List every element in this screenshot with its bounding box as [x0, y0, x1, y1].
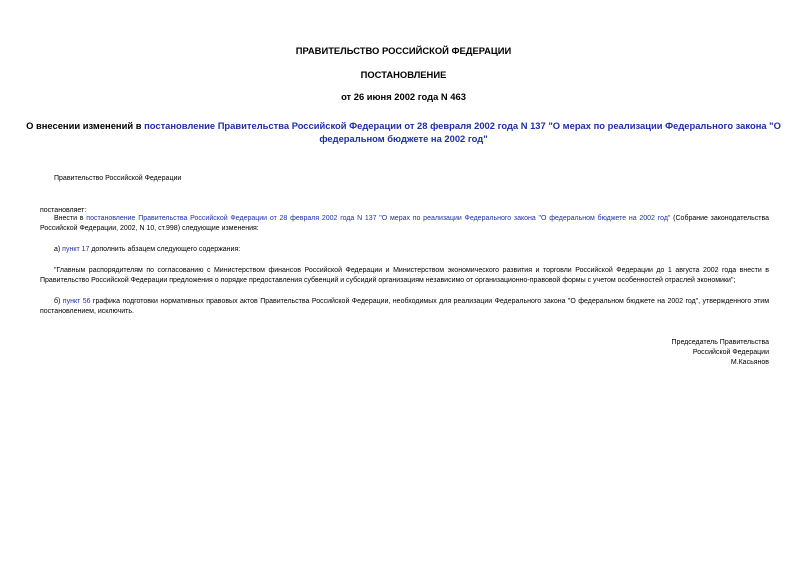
title-link[interactable]: постановление Правительства Российской Федерации от 28 февраля 2002 года N 137 "О мерах по реализации Федерального закона "О федеральном бюджете на 2002 год"	[144, 120, 781, 144]
title-prefix: О внесении изменений в	[26, 120, 145, 131]
signature-block	[672, 338, 769, 368]
pa-prefix: а)	[54, 246, 63, 253]
government-heading: ПРАВИТЕЛЬСТВО РОССИЙСКОЙ ФЕДЕРАЦИИ	[295, 45, 512, 56]
pa-suffix: дополнить абзацем следующего содержания:	[89, 246, 241, 253]
resolves-line: постановляет:	[40, 207, 87, 214]
paragraph-b	[40, 297, 769, 317]
document-title	[0, 120, 807, 145]
p1-prefix: Внести в	[54, 215, 87, 222]
pa-link[interactable]: пункт 17	[62, 246, 90, 253]
pb-suffix: графика подготовки нормативных правовых актов Правительства Российской Федерации, необходимых для реализации Федерального закона "О федеральном бюджете на 2002 год", утвержденного этим постановлением, исключить.	[40, 298, 770, 315]
p1-link[interactable]: постановление Правительства Российской Федерации от 28 февраля 2002 года N 137 "О мерах по реализации Федерального закона "О федеральном бюджете на 2002 год"	[86, 215, 671, 222]
signature-position: Председатель Правительства	[671, 339, 769, 346]
paragraph-quote: "Главным распорядителям по согласованию с Министерством финансов Российской Федерации и Министерством экономического развития и торговли Российской Федерации до 1 августа 2002 года внести в Правительство Российской Федерации предложения о порядке предоставления субвенций и субсидий организациям независимо от организационно-правовой формы с учетом особенностей отраслей экономики";	[40, 267, 769, 284]
document-date: от 26 июня 2002 года N 463	[341, 91, 466, 102]
paragraph-main	[40, 214, 769, 234]
document-kind: ПОСТАНОВЛЕНИЕ	[360, 69, 447, 80]
pb-link[interactable]: пункт 56	[62, 298, 91, 305]
government-line: Правительство Российской Федерации	[54, 175, 182, 182]
signature-organization: Российской Федерации	[692, 349, 769, 356]
signature-name: М.Касьянов	[730, 359, 769, 366]
p1-suffix: (Собрание законодательства Российской Федерации, 2002, N 10, ст.998) следующие изменения:	[40, 215, 769, 232]
paragraph-a	[54, 245, 240, 255]
pb-prefix: б)	[54, 298, 63, 305]
